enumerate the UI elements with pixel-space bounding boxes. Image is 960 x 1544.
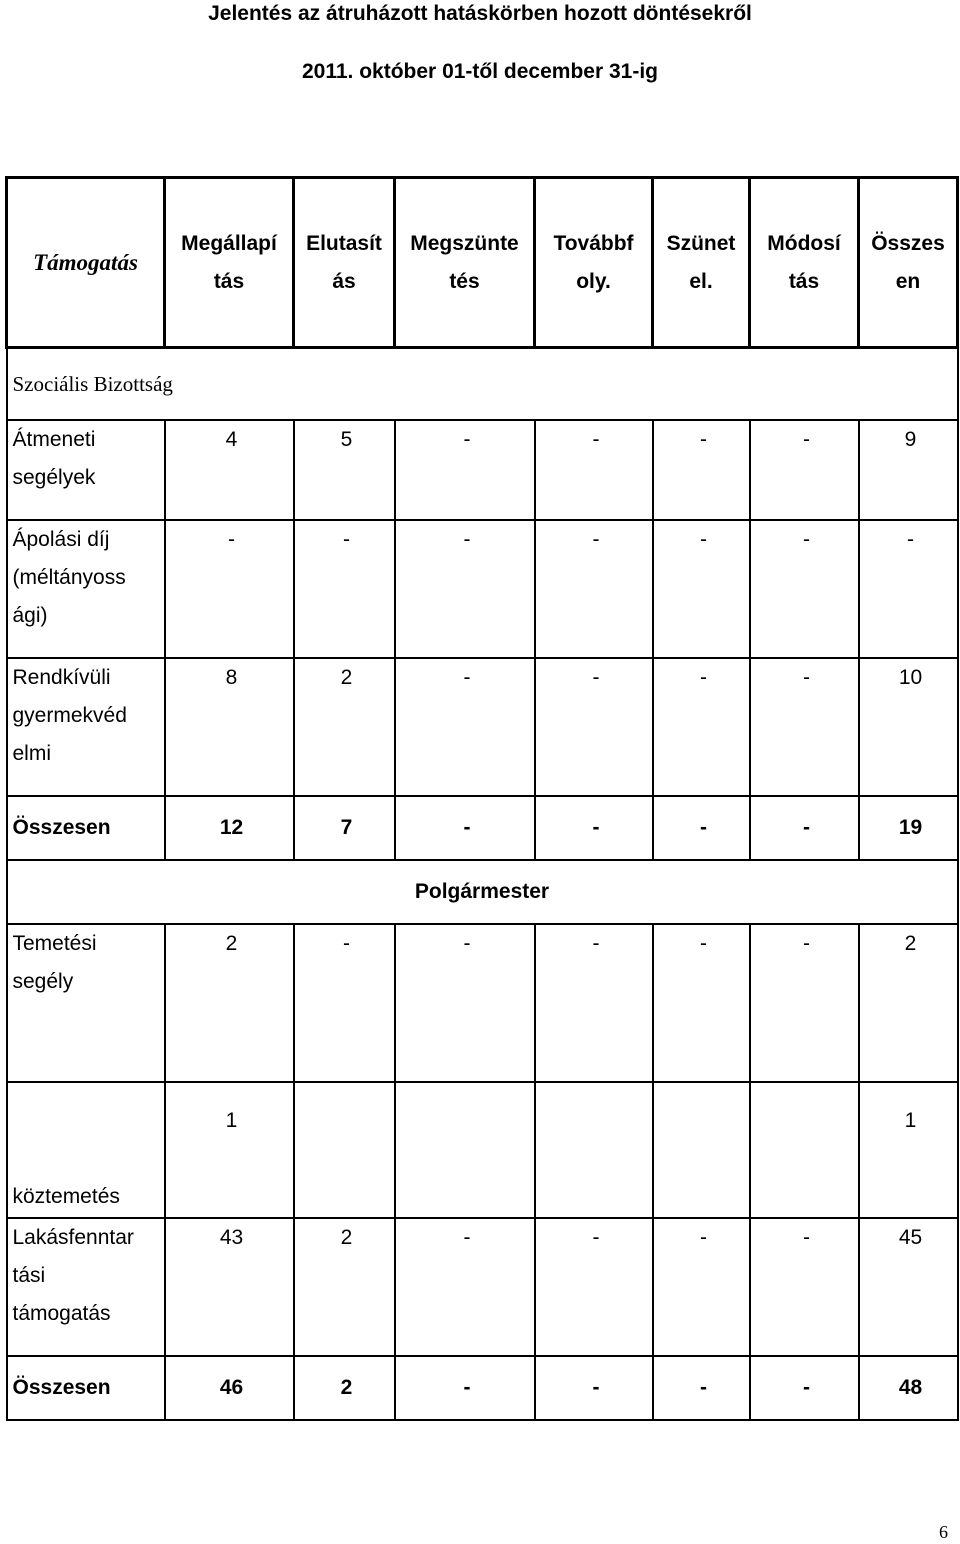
total-value: - xyxy=(750,1356,859,1420)
total-value: 46 xyxy=(165,1356,294,1420)
cell-value: - xyxy=(165,520,294,658)
total-value: 48 xyxy=(859,1356,958,1420)
cell-value: - xyxy=(750,1218,859,1356)
row-label: Átmeneti segélyek xyxy=(7,420,165,520)
total-value: - xyxy=(535,1356,653,1420)
cell-value: - xyxy=(294,520,395,658)
total-value: - xyxy=(535,796,653,860)
cell-value: 9 xyxy=(859,420,958,520)
cell-value: - xyxy=(535,658,653,796)
total-value: - xyxy=(395,1356,535,1420)
cell-value: - xyxy=(535,924,653,1082)
cell-value xyxy=(294,1082,395,1218)
row-label: köztemetés xyxy=(7,1082,165,1218)
cell-value: - xyxy=(653,420,750,520)
cell-value: 2 xyxy=(165,924,294,1082)
report-title: Jelentés az átruházott hatáskörben hozott döntésekről xyxy=(208,2,752,25)
header-tovabbfolyositas: Továbbf oly. xyxy=(535,178,653,348)
row-label: Rendkívüli gyermekvéd elmi xyxy=(7,658,165,796)
cell-value: - xyxy=(653,658,750,796)
table-row xyxy=(7,924,958,1082)
cell-value: 5 xyxy=(294,420,395,520)
row-label: Temetési segély xyxy=(7,924,165,1082)
cell-value: - xyxy=(653,924,750,1082)
decisions-table xyxy=(5,176,959,1421)
cell-value: - xyxy=(750,520,859,658)
cell-value: 10 xyxy=(859,658,958,796)
header-megszuntetes: Megszünte tés xyxy=(395,178,535,348)
cell-value: - xyxy=(750,420,859,520)
section-row xyxy=(7,348,958,420)
table-row xyxy=(7,658,958,796)
total-value: - xyxy=(653,796,750,860)
table-row xyxy=(7,420,958,520)
cell-value: - xyxy=(859,520,958,658)
cell-value: - xyxy=(653,520,750,658)
row-label: Lakásfenntar tási támogatás xyxy=(7,1218,165,1356)
header-szuneteltetes: Szünet el. xyxy=(653,178,750,348)
cell-value: - xyxy=(294,924,395,1082)
cell-value: 43 xyxy=(165,1218,294,1356)
cell-value: 2 xyxy=(294,1218,395,1356)
cell-value: - xyxy=(395,1218,535,1356)
cell-value: 4 xyxy=(165,420,294,520)
page-number: 6 xyxy=(939,1522,948,1542)
cell-value xyxy=(653,1082,750,1218)
total-value: 19 xyxy=(859,796,958,860)
cell-value: 45 xyxy=(859,1218,958,1356)
section-row xyxy=(7,860,958,924)
cell-value: 2 xyxy=(294,658,395,796)
total-value: 7 xyxy=(294,796,395,860)
total-row xyxy=(7,796,958,860)
cell-value: - xyxy=(535,1218,653,1356)
report-period: 2011. október 01-től december 31-ig xyxy=(302,60,658,83)
total-value: - xyxy=(653,1356,750,1420)
cell-value: - xyxy=(653,1218,750,1356)
cell-value: 2 xyxy=(859,924,958,1082)
total-value: 12 xyxy=(165,796,294,860)
cell-value: - xyxy=(395,520,535,658)
total-value: - xyxy=(750,796,859,860)
cell-value: 1 xyxy=(859,1082,958,1218)
cell-value xyxy=(750,1082,859,1218)
section-title: Szociális Bizottság xyxy=(7,348,958,420)
row-label: Ápolási díj (méltányoss ági) xyxy=(7,520,165,658)
cell-value: - xyxy=(535,520,653,658)
cell-value: - xyxy=(395,924,535,1082)
total-label: Összesen xyxy=(7,796,165,860)
header-support: Támogatás xyxy=(7,178,165,348)
header-megallapitas: Megállapí tás xyxy=(165,178,294,348)
cell-value: - xyxy=(750,924,859,1082)
cell-value xyxy=(395,1082,535,1218)
total-value: 2 xyxy=(294,1356,395,1420)
table-row xyxy=(7,1218,958,1356)
cell-value: - xyxy=(395,658,535,796)
section-title: Polgármester xyxy=(7,860,958,924)
total-row xyxy=(7,1356,958,1420)
cell-value xyxy=(535,1082,653,1218)
header-elutasitas: Elutasít ás xyxy=(294,178,395,348)
total-value: - xyxy=(395,796,535,860)
cell-value: 8 xyxy=(165,658,294,796)
total-label: Összesen xyxy=(7,1356,165,1420)
header-modositas: Módosí tás xyxy=(750,178,859,348)
table-row xyxy=(7,1082,958,1218)
cell-value: 1 xyxy=(165,1082,294,1218)
cell-value: - xyxy=(395,420,535,520)
cell-value: - xyxy=(535,420,653,520)
cell-value: - xyxy=(750,658,859,796)
header-row xyxy=(7,178,958,348)
table-row xyxy=(7,520,958,658)
header-osszesen: Összes en xyxy=(859,178,958,348)
